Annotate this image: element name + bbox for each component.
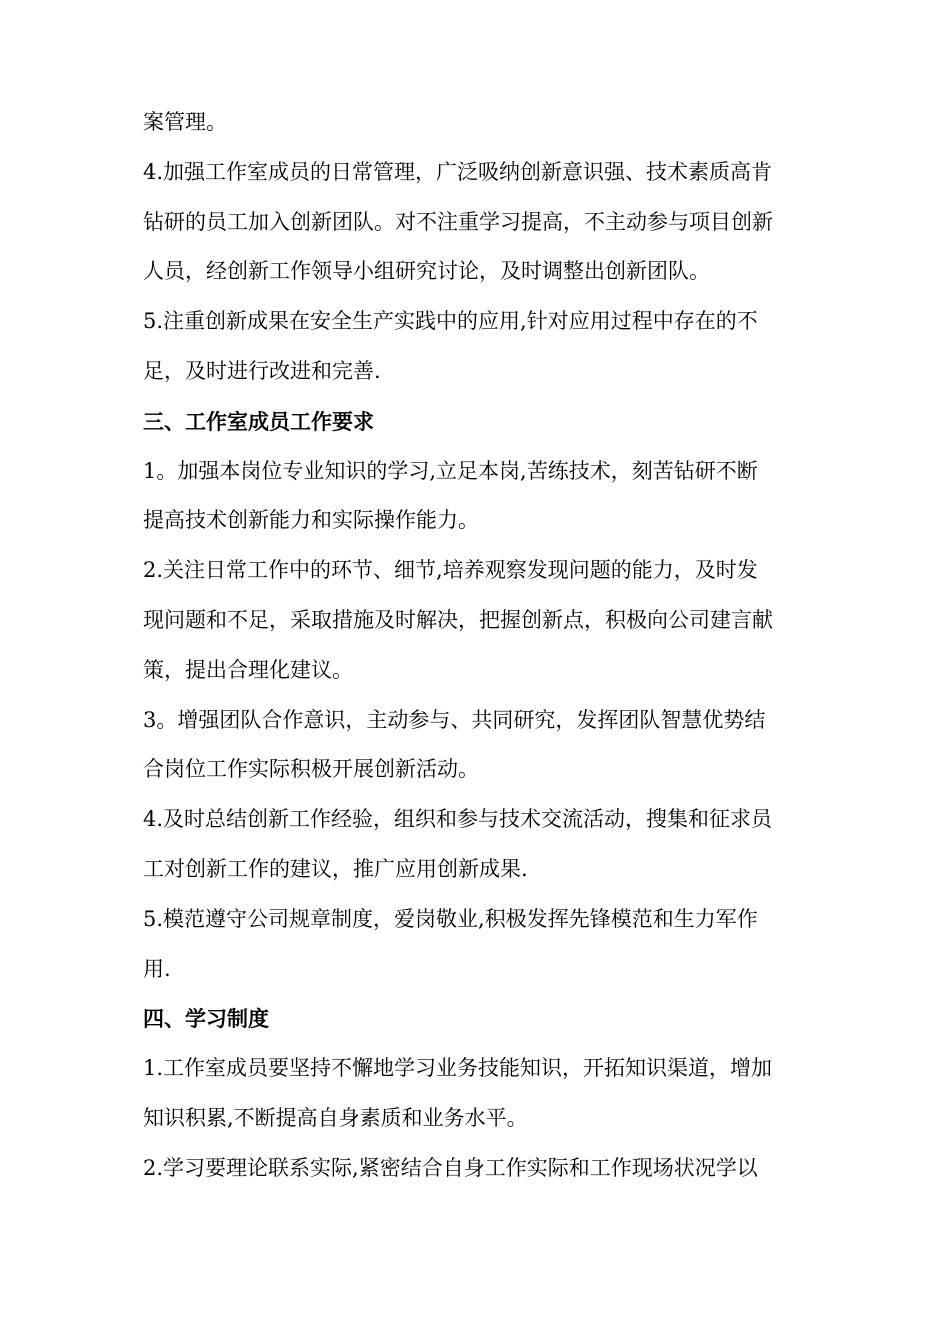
text-line: 4.加强工作室成员的日常管理，广泛吸纳创新意识强、技术素质高肯 xyxy=(143,159,773,184)
text-line: 合岗位工作实际积极开展创新活动。 xyxy=(143,757,479,782)
text-line: 提高技术创新能力和实际操作能力。 xyxy=(143,508,479,533)
document-body xyxy=(143,98,823,1194)
section-heading: 四、学习制度 xyxy=(143,1006,269,1032)
text-line: 钻研的员工加入创新团队。对不注重学习提高，不主动参与项目创新 xyxy=(143,209,773,234)
text-line: 知识积累,不断提高自身素质和业务水平。 xyxy=(143,1105,528,1130)
text-line: 策，提出合理化建议。 xyxy=(143,657,353,682)
text-line: 1.工作室成员要坚持不懈地学习业务技能知识，开拓知识渠道，增加 xyxy=(143,1056,773,1081)
text-line: 5.注重创新成果在安全生产实践中的应用,针对应用过程中存在的不 xyxy=(143,309,758,334)
text-line: 2.学习要理论联系实际,紧密结合自身工作实际和工作现场状况学以 xyxy=(143,1155,758,1180)
section-heading: 三、工作室成员工作要求 xyxy=(143,408,374,434)
text-line: 工对创新工作的建议，推广应用创新成果. xyxy=(143,856,528,881)
text-line: 人员，经创新工作领导小组研究讨论，及时调整出创新团队。 xyxy=(143,259,710,284)
text-line: 案管理。 xyxy=(143,110,227,134)
text-line: 用. xyxy=(143,956,171,981)
text-line: 现问题和不足，采取措施及时解决，把握创新点，积极向公司建言献 xyxy=(143,607,773,632)
text-line: 1。加强本岗位专业知识的学习,立足本岗,苦练技术，刻苦钻研不断 xyxy=(143,458,758,483)
text-line: 3。增强团队合作意识，主动参与、共同研究，发挥团队智慧优势结 xyxy=(143,707,766,732)
text-line: 5.模范遵守公司规章制度，爱岗敬业,积极发挥先锋模范和生力军作 xyxy=(143,906,758,931)
text-line: 2.关注日常工作中的环节、细节,培养观察发现问题的能力，及时发 xyxy=(143,558,758,583)
text-line: 足，及时进行改进和完善. xyxy=(143,358,381,383)
text-line: 4.及时总结创新工作经验，组织和参与技术交流活动，搜集和征求员 xyxy=(143,807,773,832)
